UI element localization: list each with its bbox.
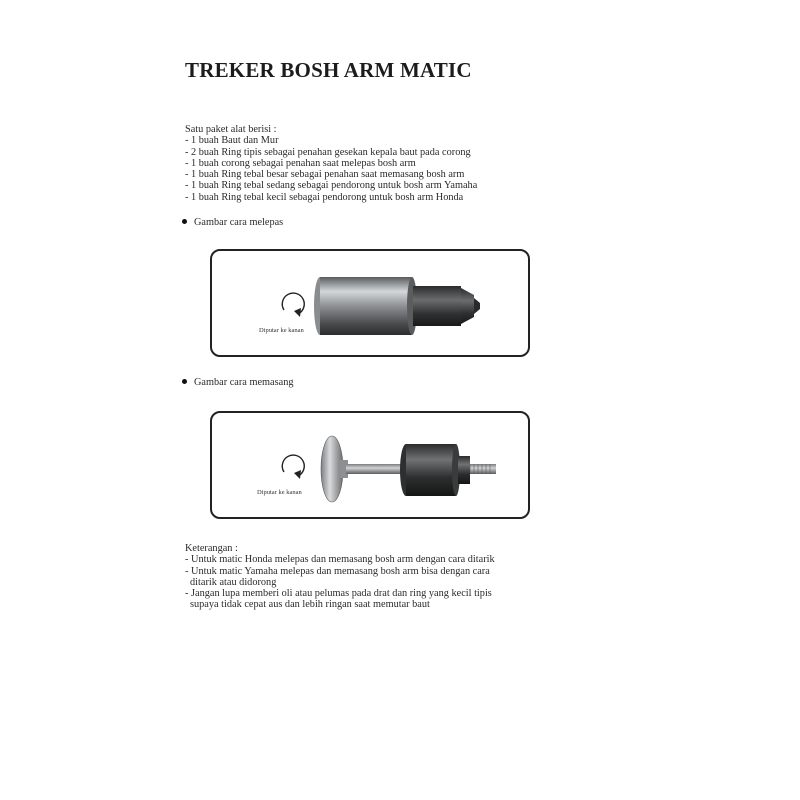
install-figure-label-text: Gambar cara memasang bbox=[194, 377, 294, 388]
funnel-cylinder bbox=[320, 277, 412, 335]
package-contents bbox=[185, 124, 477, 203]
bushing bbox=[413, 286, 461, 326]
contents-item: - 1 buah Ring tebal kecil sebagai pendorong untuk bosh arm Honda bbox=[185, 191, 464, 203]
contents-heading: Satu paket alat berisi : bbox=[185, 124, 277, 135]
note-line: - Untuk matic Yamaha melepas dan memasang bosh arm bisa dengan cara bbox=[185, 565, 490, 577]
notes bbox=[185, 543, 495, 611]
rotate-clockwise-icon bbox=[282, 293, 304, 317]
contents-item: - 1 buah Ring tebal besar sebagai penahan saat memasang bosh arm bbox=[185, 169, 465, 181]
bushing bbox=[406, 444, 456, 496]
remove-figure-label bbox=[182, 217, 283, 228]
bullet-icon bbox=[182, 219, 187, 224]
remove-figure-label-text: Gambar cara melepas bbox=[194, 217, 284, 228]
remove-tool-illustration bbox=[212, 251, 528, 355]
page-title: TREKER BOSH ARM MATIC bbox=[185, 58, 472, 82]
nut bbox=[461, 288, 474, 324]
rotate-clockwise-icon bbox=[282, 455, 304, 479]
contents-item: - 2 buah Ring tipis sebagai penahan gesekan kepala baut pada corong bbox=[185, 146, 471, 158]
rotate-caption: Diputar ke kanan bbox=[259, 327, 304, 334]
contents-item: - 1 buah Baut dan Mur bbox=[185, 135, 279, 147]
remove-figure bbox=[210, 249, 530, 357]
install-figure-label bbox=[182, 377, 294, 388]
note-line: ditarik atau didorong bbox=[190, 576, 277, 588]
notes-heading: Keterangan : bbox=[185, 543, 238, 554]
install-tool-illustration bbox=[212, 413, 528, 517]
bullet-icon bbox=[182, 379, 187, 384]
install-figure bbox=[210, 411, 530, 519]
note-line: - Untuk matic Honda melepas dan memasang bosh arm dengan cara ditarik bbox=[185, 554, 495, 566]
rotate-caption: Diputar ke kanan bbox=[257, 489, 302, 496]
note-line: - Jangan lupa memberi oli atau pelumas pada drat dan ring yang kecil tipis bbox=[185, 588, 492, 600]
contents-item: - 1 buah Ring tebal sedang sebagai pendorong untuk bosh arm Yamaha bbox=[185, 180, 478, 192]
note-line: supaya tidak cepat aus dan lebih ringan saat memutar baut bbox=[190, 599, 430, 611]
nut bbox=[458, 456, 470, 484]
contents-item: - 1 buah corong sebagai penahan saat melepas bosh arm bbox=[185, 157, 416, 169]
